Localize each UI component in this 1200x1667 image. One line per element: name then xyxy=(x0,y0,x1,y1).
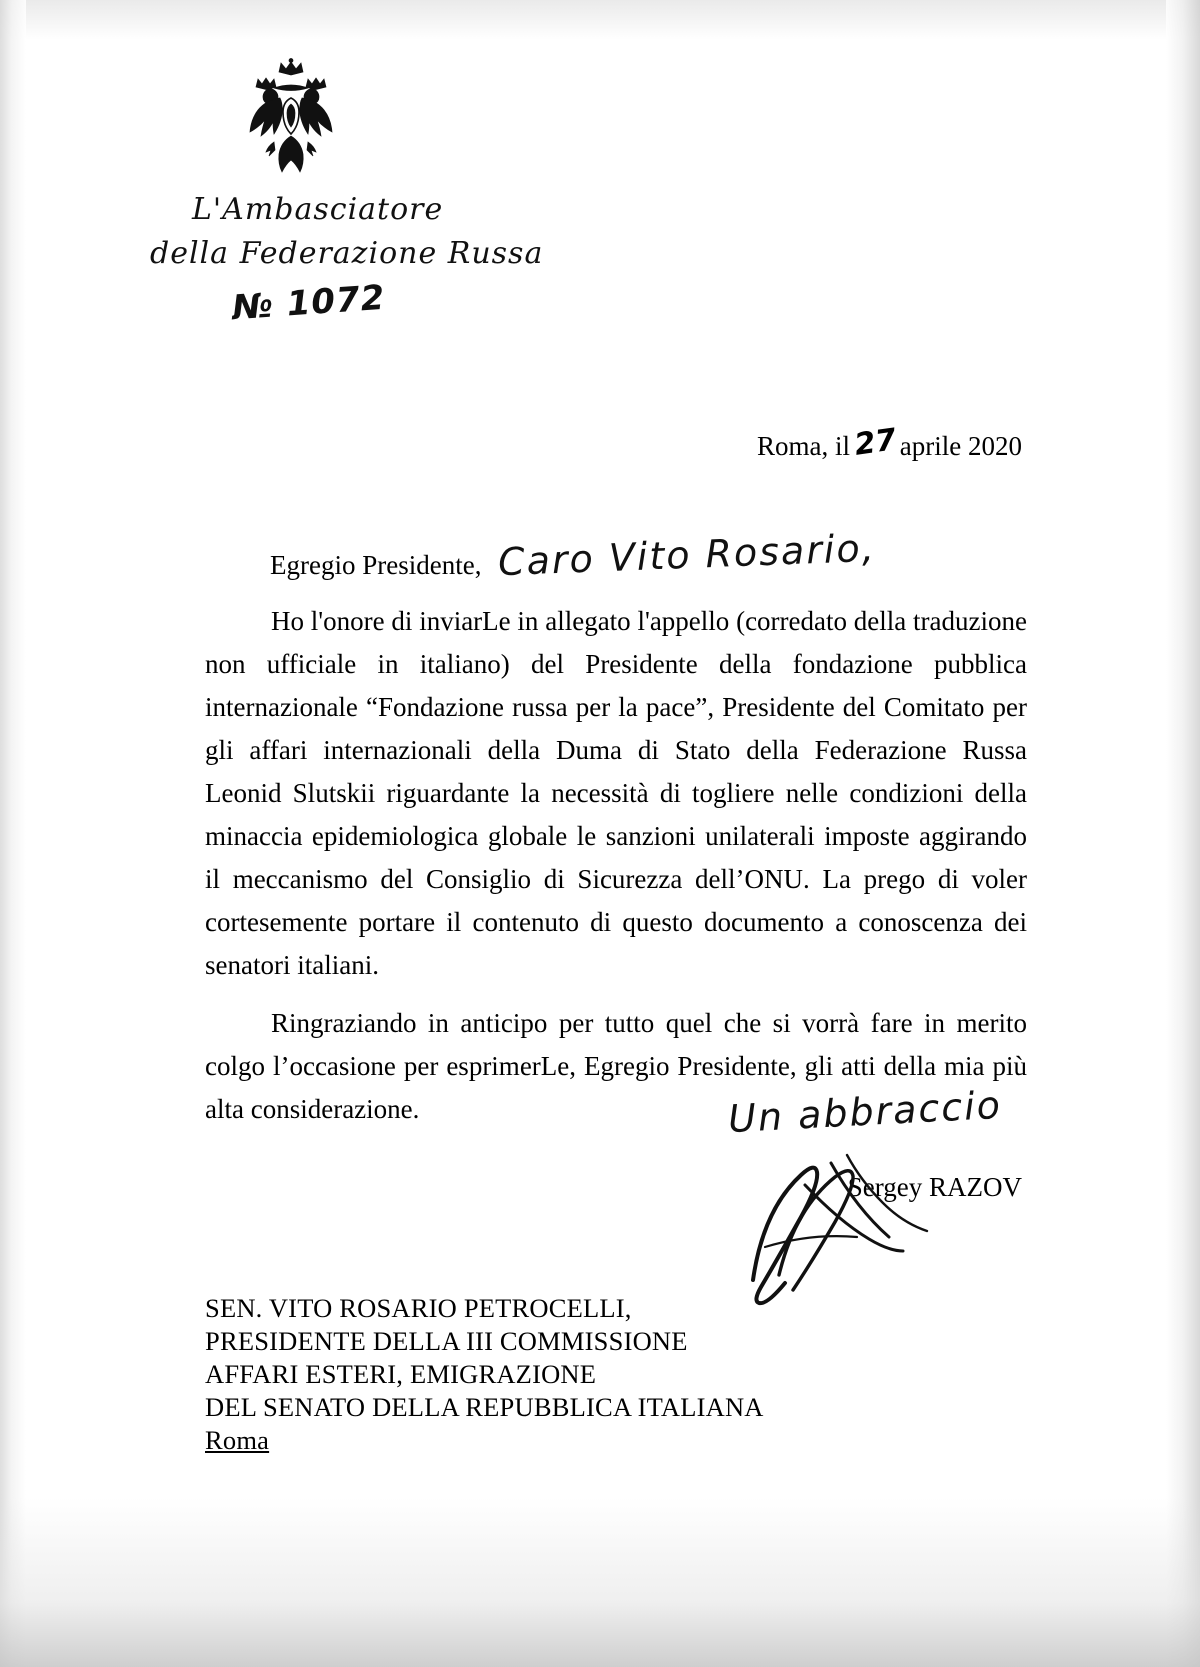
dateline-handwritten-day: 27 xyxy=(852,422,899,463)
scan-shadow-right xyxy=(1166,0,1200,1667)
dateline-prefix: Roma, il xyxy=(757,431,851,461)
letterhead-line-2: della Federazione Russa xyxy=(150,235,544,271)
letterhead-line-1: L'Ambasciatore xyxy=(192,192,444,227)
signer-name: Sergey RAZOV xyxy=(847,1172,1022,1202)
reference-number: № 1072 xyxy=(230,277,387,329)
salutation-printed: Egregio Presidente, xyxy=(270,550,482,580)
recipient-line: PRESIDENTE DELLA III COMMISSIONE xyxy=(205,1326,688,1356)
recipient-line: DEL SENATO DELLA REPUBBLICA ITALIANA xyxy=(205,1392,764,1422)
scan-shadow-left xyxy=(0,0,26,1667)
russian-double-headed-eagle-crest-icon xyxy=(236,58,346,176)
dateline-suffix: aprile 2020 xyxy=(899,431,1022,461)
body-paragraph: Ho l'onore di inviarLe in allegato l'appello (corredato della traduzione non ufficiale in italiano) del Presidente della fondazione pubblica internazionale “Fondazione russa per la pace”, Presidente del Comitato per gli affari internazionali della Duma di Stato della Federazione Russa Leonid Slutskii riguardante la necessità di togliere nelle condizioni della minaccia epidemiologica globale le sanzioni unilaterali imposte aggirando il meccanismo del Consiglio di Sicurezza dell’ONU. La prego di voler cortesemente portare il contenuto di questo documento a conoscenza dei senatori italiani. xyxy=(205,606,1027,980)
salutation-handwritten: Caro Vito Rosario, xyxy=(497,525,877,585)
recipient-block xyxy=(205,1292,764,1457)
recipient-line: AFFARI ESTERI, EMIGRAZIONE xyxy=(205,1359,597,1389)
scan-shadow-bottom xyxy=(0,1497,1200,1667)
letter-body xyxy=(205,600,1027,1131)
dateline xyxy=(757,422,1022,463)
letterhead-title xyxy=(150,188,670,275)
scan-shadow-top xyxy=(0,0,1200,40)
recipient-city: Roma xyxy=(205,1425,270,1455)
recipient-line: SEN. VITO ROSARIO PETROCELLI, xyxy=(205,1293,632,1323)
body-paragraph: Ringraziando in anticipo per tutto quel che si vorrà fare in merito colgo l’occasione per esprimerLe, Egregio Presidente, gli atti della mia più alta considerazione. xyxy=(205,1008,1027,1124)
handwritten-signature-icon xyxy=(735,1125,1035,1325)
closing-handwritten: Un abbraccio xyxy=(727,1082,1003,1142)
